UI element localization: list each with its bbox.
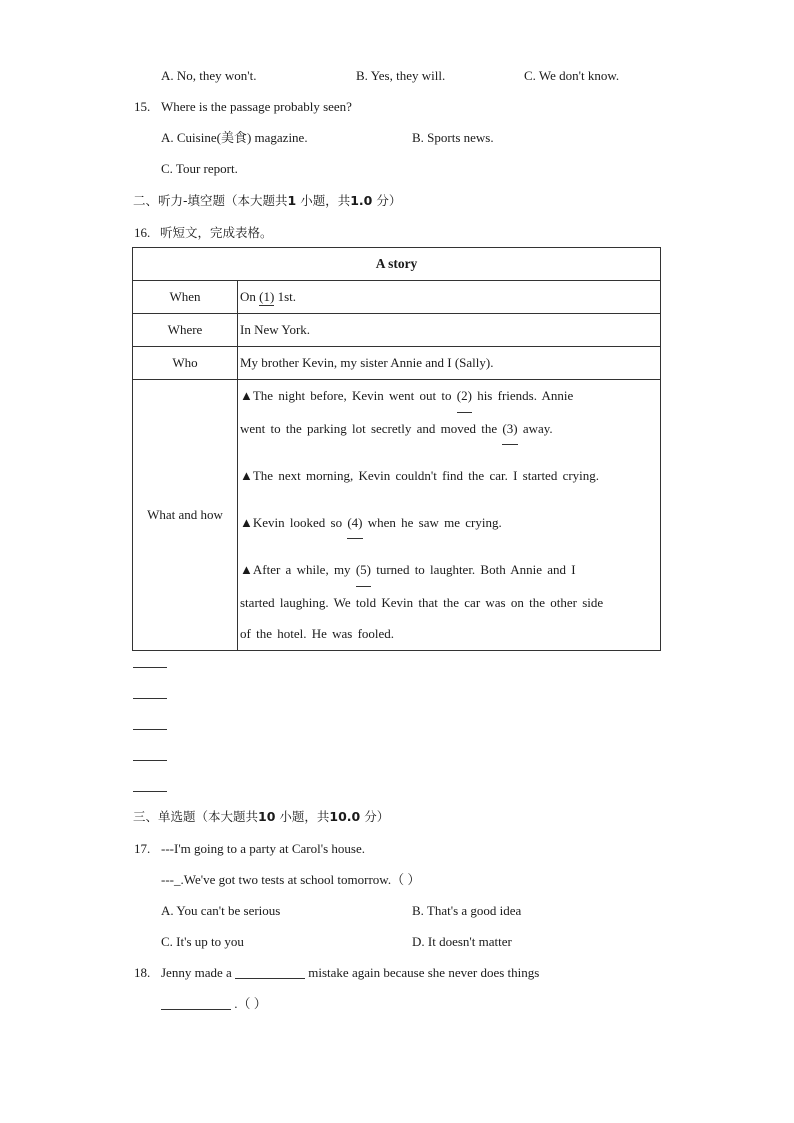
bullet-3-pre: ▲Kevin looked so [240,514,348,530]
q17-option-a: A. You can't be serious [161,903,281,918]
q15-option-a: A. Cuisine(美食) magazine. [161,130,308,145]
section-3-count: 10 [258,809,276,824]
q18-number: 18. [134,965,151,980]
bullet-1-line-2 [240,413,660,446]
row-value-when [238,281,661,314]
q16-number: 16. [134,225,151,240]
answer-line-2[interactable] [133,698,167,699]
q17-option-b: B. That's a good idea [412,903,522,918]
section-3-prefix: 三、单选题（本大题共 [133,809,259,824]
bullet-1-post: his friends. Annie [471,388,574,403]
section-2-suffix: 分） [372,193,402,208]
bullet-3-post: when he saw me crying. [362,514,502,530]
bullet-1-line-2-pre: went to the parking lot secretly and moved the [240,420,503,436]
story-table [132,247,661,651]
q17-option-c: C. It's up to you [161,934,244,949]
bullet-4-pre: ▲After a while, my [240,562,356,577]
section-2-prefix: 二、听力-填空题（本大题共 [133,193,288,208]
bullet-1-line-2-post: away. [517,420,553,436]
blank-4: (4) [347,507,362,540]
bullet-4-line-1 [240,554,660,587]
bullet-4-line-3: of the hotel. He was fooled. [240,626,395,641]
bullet-4-line-2: started laughing. We told Kevin that the car was on the other side [240,594,604,610]
section-3-mid: 小题，共 [275,809,330,824]
when-prefix: On [240,288,260,304]
q18-line-1-pre: Jenny made a [161,965,236,980]
story-table-title: A story [133,248,661,281]
section-2-count: 1 [287,193,297,208]
bullet-4-post: turned to laughter. Both Annie and I [370,562,576,577]
q14-option-a: A. No, they won't. [161,68,257,83]
when-suffix: 1st. [274,288,296,304]
row-label-who: Who [133,347,238,380]
q15-option-c: C. Tour report. [161,161,238,176]
answer-line-5[interactable] [133,791,167,792]
q17-number: 17. [134,841,151,856]
blank-3: (3) [502,413,517,446]
bullet-3 [240,507,660,540]
row-value-what-and-how [238,380,661,651]
section-2-mid: 小题，共 [296,193,351,208]
bullet-2: ▲The next morning, Kevin couldn't find the car. I started crying. [240,468,600,483]
q18-line-1 [161,964,539,982]
q18-line-1-post: mistake again because she never does things [305,965,540,980]
section-2-heading [133,192,401,210]
q17-line-1: ---I'm going to a party at Carol's house. [161,841,365,856]
row-label-where: Where [133,314,238,347]
section-3-score: 10.0 [329,809,361,824]
section-3-heading [133,808,389,826]
bullet-1-pre: ▲The night before, Kevin went out to [240,388,457,403]
q14-option-c: C. We don't know. [524,68,620,83]
q15-stem: Where is the passage probably seen? [161,99,352,114]
answer-line-1[interactable] [133,667,167,668]
q18-line-2 [161,995,267,1013]
q18-line-2-post: .（ ） [231,996,267,1011]
answer-line-4[interactable] [133,760,167,761]
q15-number: 15. [134,99,151,114]
row-value-who: My brother Kevin, my sister Annie and I (Sally). [238,347,661,380]
q15-option-b: B. Sports news. [412,130,494,145]
q18-blank-2[interactable] [161,996,231,1010]
row-label-when: When [133,281,238,314]
row-label-what-and-how: What and how [133,380,238,651]
section-3-suffix: 分） [360,809,390,824]
answer-line-3[interactable] [133,729,167,730]
q17-option-d: D. It doesn't matter [412,934,512,949]
blank-2: (2) [457,380,472,413]
blank-1: (1) [259,288,275,304]
bullet-1-line-1 [240,380,660,413]
q18-blank-1[interactable] [235,965,305,979]
q14-option-b: B. Yes, they will. [356,68,446,83]
q16-stem: 听短文，完成表格。 [160,225,273,240]
row-value-where: In New York. [238,314,661,347]
blank-5: (5) [356,554,371,587]
section-2-score: 1.0 [350,193,373,208]
q17-line-2: ---_.We've got two tests at school tomorrow.（ ） [161,872,421,887]
